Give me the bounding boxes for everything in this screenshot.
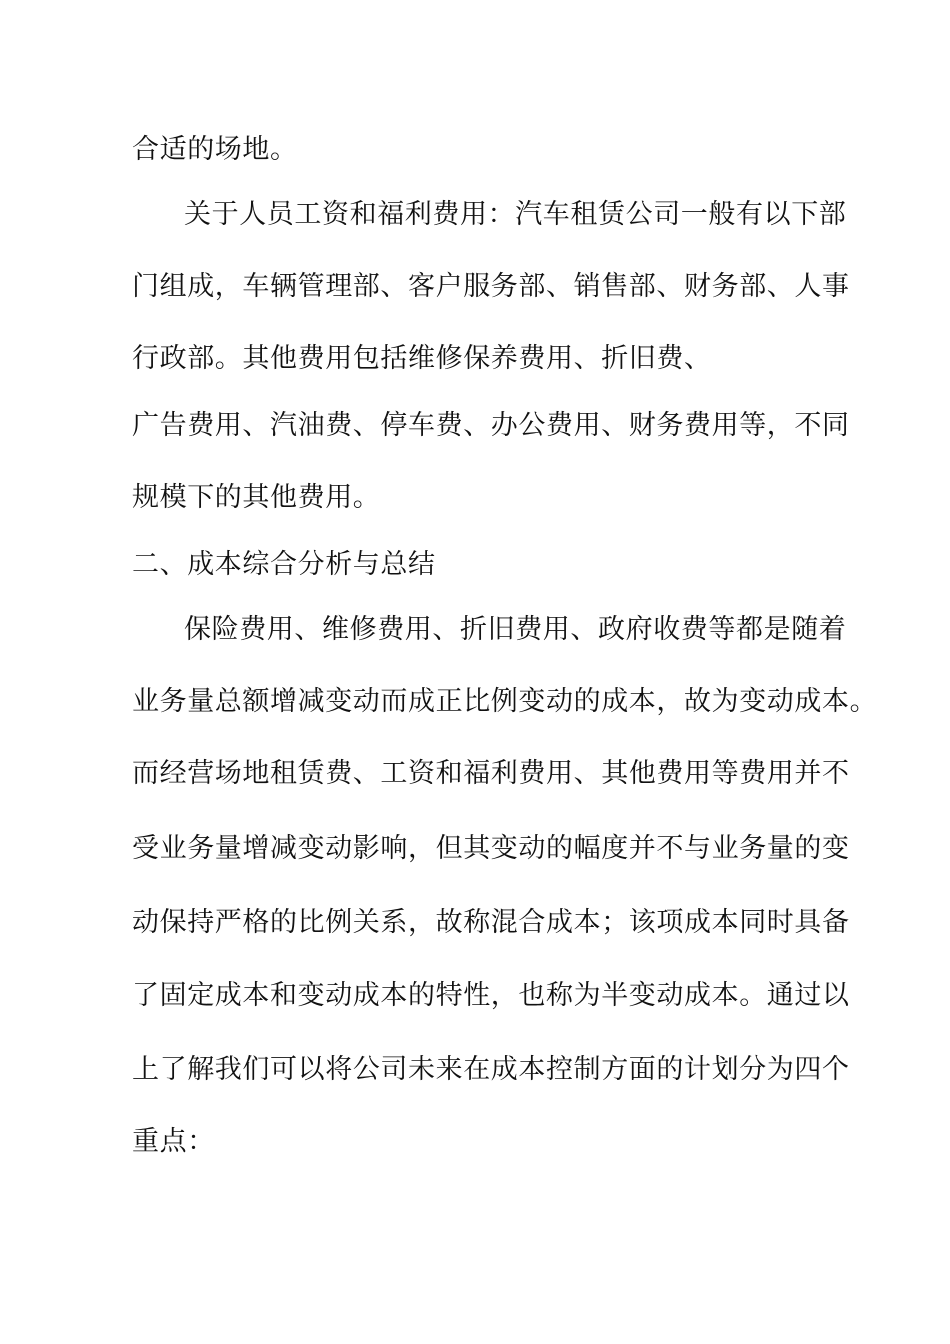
paragraph-line: 行政部。其他费用包括维修保养费用、折旧费、 <box>132 343 712 374</box>
paragraph-line: 而经营场地租赁费、工资和福利费用、其他费用等费用并不 <box>132 758 850 789</box>
paragraph-line: 上了解我们可以将公司未来在成本控制方面的计划分为四个 <box>132 1054 850 1085</box>
paragraph-line: 广告费用、汽油费、停车费、办公费用、财务费用等，不同 <box>132 410 850 441</box>
paragraph-line: 受业务量增减变动影响，但其变动的幅度并不与业务量的变 <box>132 833 850 864</box>
paragraph-line: 了固定成本和变动成本的特性，也称为半变动成本。通过以 <box>132 980 850 1011</box>
paragraph-line: 动保持严格的比例关系，故称混合成本；该项成本同时具备 <box>132 907 850 938</box>
paragraph-line: 关于人员工资和福利费用：汽车租赁公司一般有以下部 <box>184 199 847 230</box>
paragraph-line: 规模下的其他费用。 <box>132 482 381 513</box>
paragraph-line: 重点： <box>132 1126 215 1157</box>
paragraph-line: 保险费用、维修费用、折旧费用、政府收费等都是随着 <box>184 614 847 645</box>
section-heading: 二、成本综合分析与总结 <box>132 549 436 580</box>
paragraph-line: 合适的场地。 <box>132 134 298 165</box>
paragraph-line: 业务量总额增减变动而成正比例变动的成本，故为变动成本。 <box>132 686 878 717</box>
paragraph-line: 门组成，车辆管理部、客户服务部、销售部、财务部、人事 <box>132 271 850 302</box>
